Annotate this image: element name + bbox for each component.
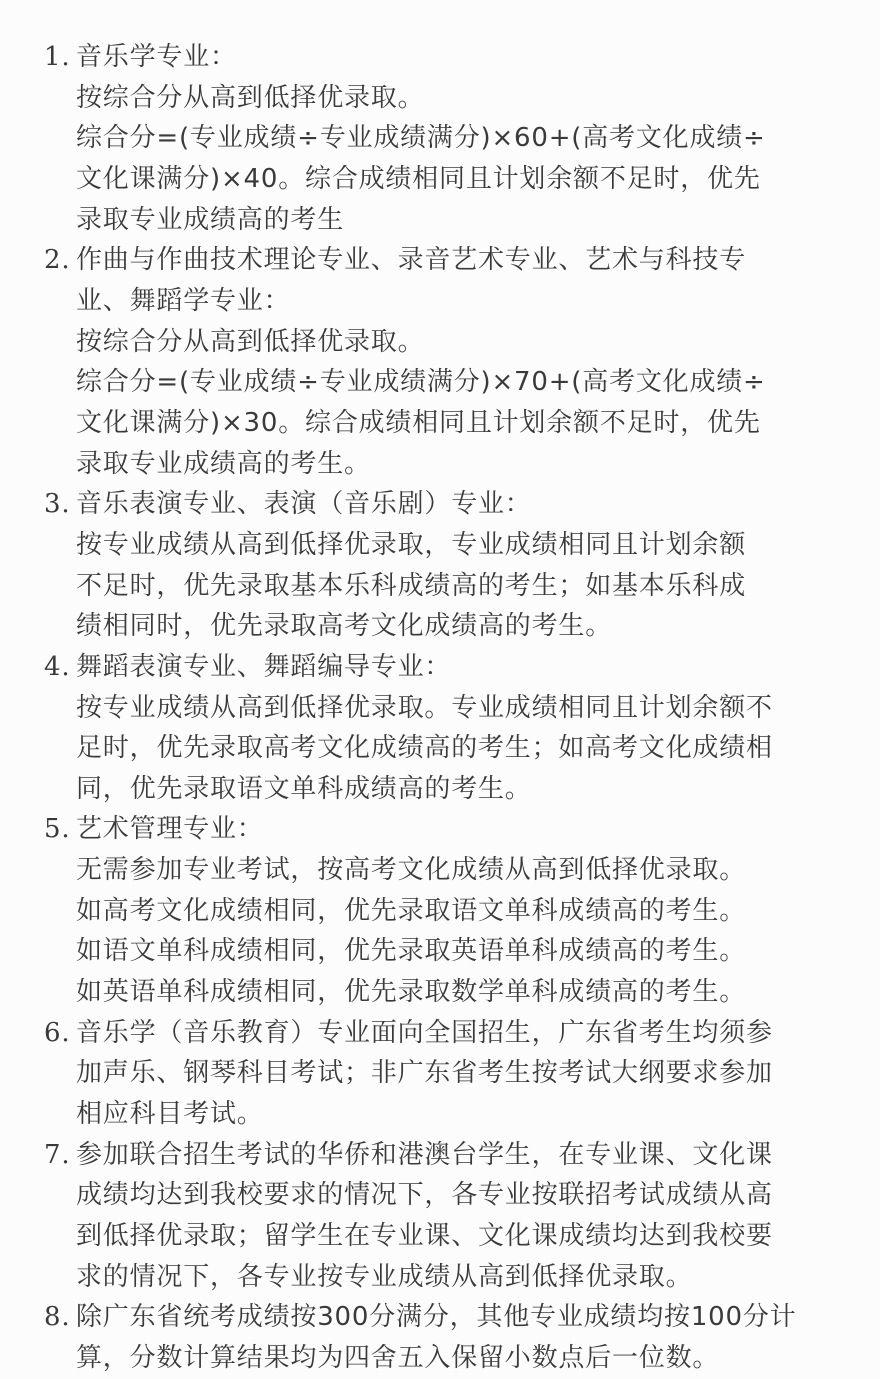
list-item-heading	[0, 484, 880, 525]
line-text: 综合分=(专业成绩÷专业成绩满分)×70+(高考文化成绩÷	[76, 367, 766, 398]
list-item-heading	[0, 1013, 880, 1054]
list-item-line	[0, 1257, 880, 1298]
line-text: 如英语单科成绩相同，优先录取数学单科成绩高的考生。	[76, 977, 747, 1008]
line-text: 文化课满分)×40。综合成绩相同且计划余额不足时，优先	[76, 163, 761, 194]
list-item-heading	[0, 1135, 880, 1176]
list-item-line	[0, 1175, 880, 1216]
line-text: 如高考文化成绩相同，优先录取语文单科成绩高的考生。	[76, 895, 747, 926]
list-item-line	[0, 322, 880, 363]
line-text: 除广东省统考成绩按300分满分，其他专业成绩均按100分计	[76, 1302, 797, 1333]
line-text: 文化课满分)×30。综合成绩相同且计划余额不足时，优先	[76, 407, 761, 438]
item-number: 1.	[44, 42, 71, 72]
list-item-line	[0, 769, 880, 810]
line-text: 按专业成绩从高到低择优录取。专业成绩相同且计划余额不	[76, 692, 773, 723]
item-number: 2.	[44, 245, 71, 276]
list-item-line	[0, 118, 880, 159]
line-text: 音乐表演专业、表演（音乐剧）专业：	[76, 489, 532, 520]
item-number: 4.	[44, 651, 71, 682]
list-item-line	[0, 728, 880, 769]
line-text: 综合分=(专业成绩÷专业成绩满分)×60+(高考文化成绩÷	[76, 123, 766, 154]
line-text: 参加联合招生考试的华侨和港澳台学生，在专业课、文化课	[76, 1139, 773, 1170]
list-item-line	[0, 1216, 880, 1257]
line-text: 绩相同时，优先录取高考文化成绩高的考生。	[76, 611, 613, 642]
line-text: 算，分数计算结果均为四舍五入保留小数点后一位数。	[76, 1343, 720, 1373]
list-item-line	[0, 606, 880, 647]
list-item-line	[0, 1338, 880, 1379]
list-item-line	[0, 362, 880, 403]
item-number: 6.	[44, 1017, 71, 1048]
list-item-heading	[0, 647, 880, 688]
list-item-heading	[0, 809, 880, 850]
list-item-line	[0, 688, 880, 729]
line-text: 求的情况下，各专业按专业成绩从高到低择优录取。	[76, 1261, 693, 1292]
line-text: 如语文单科成绩相同，优先录取英语单科成绩高的考生。	[76, 936, 747, 967]
list-item-line	[0, 444, 880, 485]
line-text: 按专业成绩从高到低择优录取，专业成绩相同且计划余额	[76, 529, 747, 560]
line-text: 不足时，优先录取基本乐科成绩高的考生；如基本乐科成	[76, 570, 747, 601]
list-item-line	[0, 525, 880, 566]
list-item-line	[0, 850, 880, 891]
list-item-line	[0, 891, 880, 932]
item-number: 7.	[44, 1139, 71, 1170]
list-item-line	[0, 403, 880, 444]
line-text: 相应科目考试。	[76, 1099, 264, 1130]
line-text: 舞蹈表演专业、舞蹈编导专业：	[76, 651, 452, 682]
line-text: 按综合分从高到低择优录取。	[76, 326, 425, 357]
item-number: 8.	[44, 1302, 71, 1333]
list-item-line	[0, 78, 880, 119]
list-item-line	[0, 159, 880, 200]
item-number: 3.	[44, 489, 71, 520]
item-number: 5.	[44, 814, 71, 845]
line-text: 录取专业成绩高的考生	[76, 204, 345, 235]
line-text: 到低择优录取；留学生在专业课、文化课成绩均达到我校要	[76, 1221, 773, 1252]
list-item-heading	[0, 1297, 880, 1338]
list-item-line	[0, 281, 880, 322]
line-text: 业、舞蹈学专业：	[76, 285, 291, 316]
list-item-heading	[0, 37, 880, 78]
line-text: 按综合分从高到低择优录取。	[76, 82, 425, 113]
line-text: 音乐学（音乐教育）专业面向全国招生，广东省考生均须参	[76, 1017, 773, 1048]
line-text: 音乐学专业：	[76, 42, 237, 72]
list-item-line	[0, 566, 880, 607]
line-text: 加声乐、钢琴科目考试；非广东省考生按考试大纲要求参加	[76, 1058, 773, 1089]
list-item-line	[0, 931, 880, 972]
list-item-line	[0, 972, 880, 1013]
list-item-line	[0, 200, 880, 241]
list-item-line	[0, 1053, 880, 1094]
line-text: 无需参加专业考试，按高考文化成绩从高到低择优录取。	[76, 855, 747, 886]
line-text: 成绩均达到我校要求的情况下，各专业按联招考试成绩从高	[76, 1180, 773, 1211]
admission-rules-document	[0, 37, 880, 1379]
line-text: 录取专业成绩高的考生。	[76, 448, 371, 479]
line-text: 艺术管理专业：	[76, 814, 264, 845]
line-text: 作曲与作曲技术理论专业、录音艺术专业、艺术与科技专	[76, 245, 747, 276]
list-item-line	[0, 1094, 880, 1135]
line-text: 足时，优先录取高考文化成绩高的考生；如高考文化成绩相	[76, 733, 773, 764]
list-item-heading	[0, 240, 880, 281]
line-text: 同，优先录取语文单科成绩高的考生。	[76, 773, 532, 804]
